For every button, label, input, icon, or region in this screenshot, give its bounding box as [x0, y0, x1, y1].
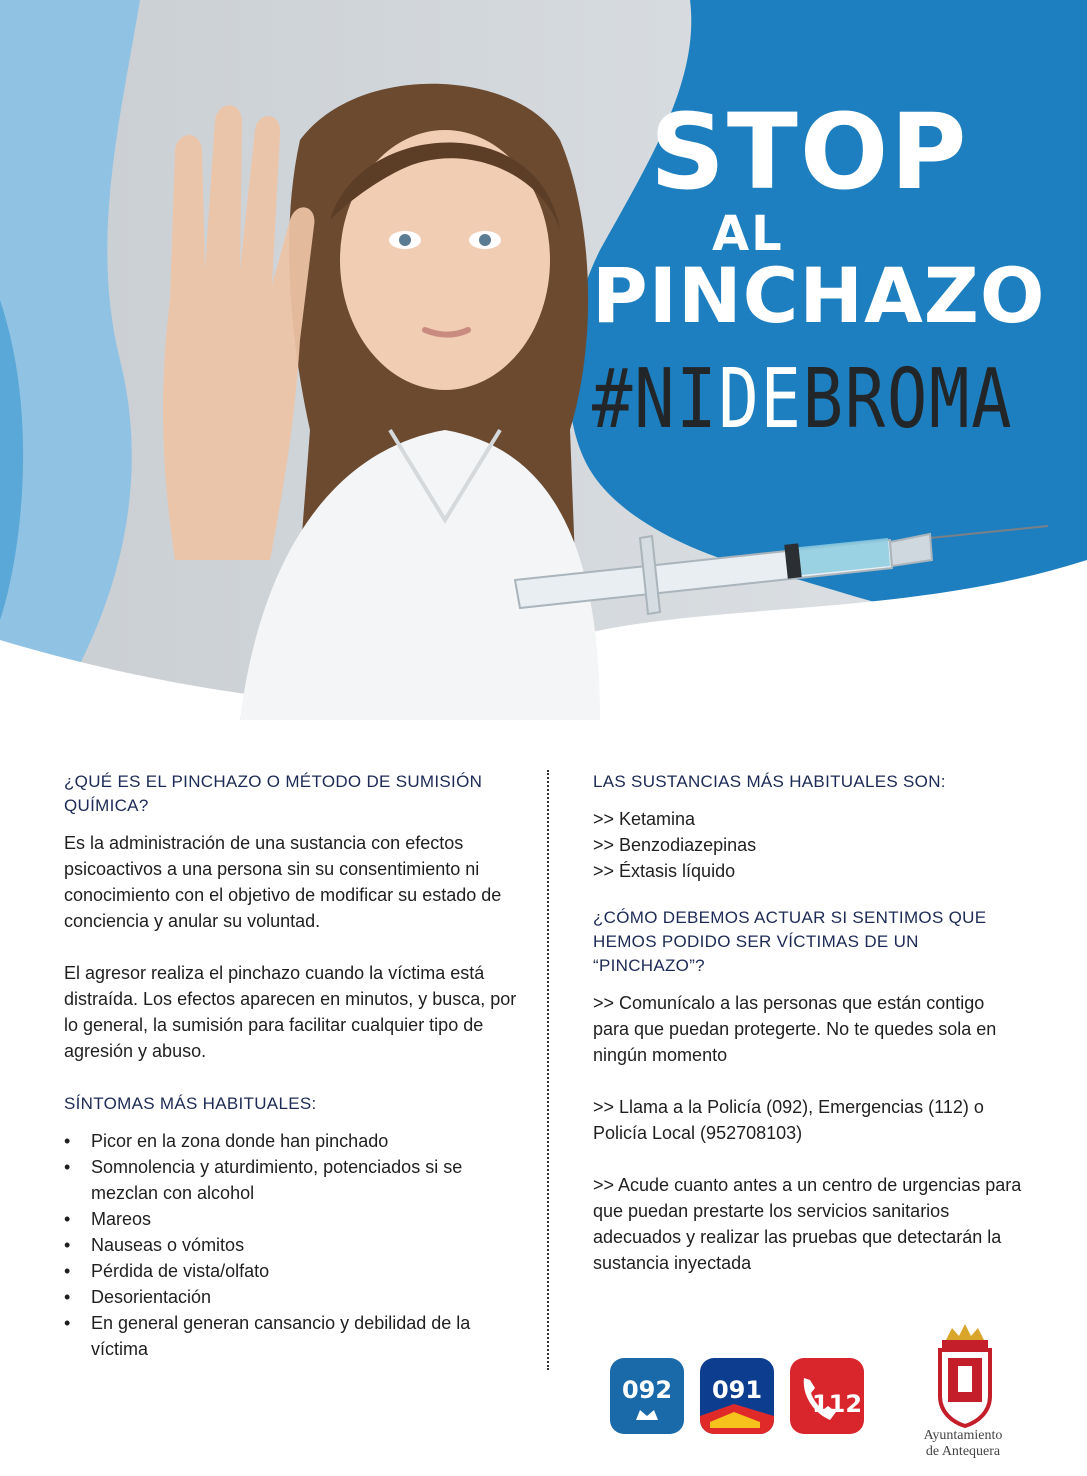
list-item: • Mareos: [64, 1206, 524, 1232]
antequera-crest-icon: [934, 1322, 996, 1428]
heading-sintomas: SÍNTOMAS MÁS HABITUALES:: [64, 1094, 317, 1113]
flag-stripe-icon: [700, 1358, 774, 1434]
hashtag-part-ni: #NI: [592, 352, 719, 447]
column-divider: [547, 770, 549, 1370]
list-item: >> Benzodiazepinas: [593, 835, 757, 855]
hashtag-part-broma: BROMA: [802, 352, 1014, 447]
right-column: [593, 770, 1023, 1276]
list-item: • Nauseas o vómitos: [64, 1232, 524, 1258]
crown-icon: [610, 1358, 684, 1434]
left-column: [64, 770, 524, 1362]
list-item: • En general generan cansancio y debilidad de la víctima: [64, 1310, 524, 1362]
list-item: >> Éxtasis líquido: [593, 861, 736, 881]
title-al: AL: [712, 206, 784, 262]
badge-092: [610, 1358, 684, 1434]
hashtag-part-de: DE: [718, 352, 803, 447]
symptom-list: [64, 1128, 524, 1362]
heading-que-es: ¿QUÉ ES EL PINCHAZO O MÉTODO DE SUMISIÓN QUÍMICA?: [64, 772, 483, 815]
list-item: • Somnolencia y aturdimiento, potenciados si se mezclan con alcohol: [64, 1154, 524, 1206]
crest-label-line2: de Antequera: [925, 1444, 1001, 1459]
badge-112: [790, 1358, 864, 1434]
crest-label: [903, 1428, 1023, 1460]
badge-091-number: 091: [711, 1376, 763, 1404]
badge-091: [700, 1358, 774, 1434]
hashtag-nidebroma: [592, 352, 1013, 447]
heading-sustancias: LAS SUSTANCIAS MÁS HABITUALES SON:: [593, 772, 946, 791]
list-item: • Picor en la zona donde han pinchado: [64, 1128, 524, 1154]
title-pinchazo: PINCHAZO: [592, 251, 1046, 340]
heading-como-actuar: ¿CÓMO DEBEMOS ACTUAR SI SENTIMOS QUE HEMOS PODIDO SER VÍCTIMAS DE UN “PINCHAZO”?: [593, 908, 987, 975]
badge-112-number: 112: [811, 1390, 863, 1418]
list-item: • Pérdida de vista/olfato: [64, 1258, 524, 1284]
list-item: • Desorientación: [64, 1284, 524, 1310]
action-comunicalo: >> Comunícalo a las personas que están contigo para que puedan protegerte. No te quedes sola en ningún momento: [593, 993, 997, 1065]
paragraph-definition: Es la administración de una sustancia con efectos psicoactivos a una persona sin su consentimiento ni conocimiento con el objetivo de modificar su estado de conciencia y anular su voluntad.: [64, 833, 502, 931]
substance-list: [593, 806, 1023, 884]
title-stop: STOP: [650, 91, 969, 213]
badge-092-number: 092: [621, 1376, 673, 1404]
crest-label-line1: Ayuntamiento: [923, 1428, 1003, 1443]
list-item: >> Ketamina: [593, 809, 696, 829]
paragraph-agresor: El agresor realiza el pinchazo cuando la víctima está distraída. Los efectos aparecen en minutos, y busca, por lo general, la sumisión para facilitar cualquier tipo de agresión y abuso.: [64, 963, 517, 1061]
action-llama: >> Llama a la Policía (092), Emergencias (112) o Policía Local (952708103): [593, 1097, 984, 1143]
action-acude: >> Acude cuanto antes a un centro de urgencias para que puedan prestarte los servicios sanitarios adecuados y realizar las pruebas que detectarán la sustancia inyectada: [593, 1175, 1022, 1273]
